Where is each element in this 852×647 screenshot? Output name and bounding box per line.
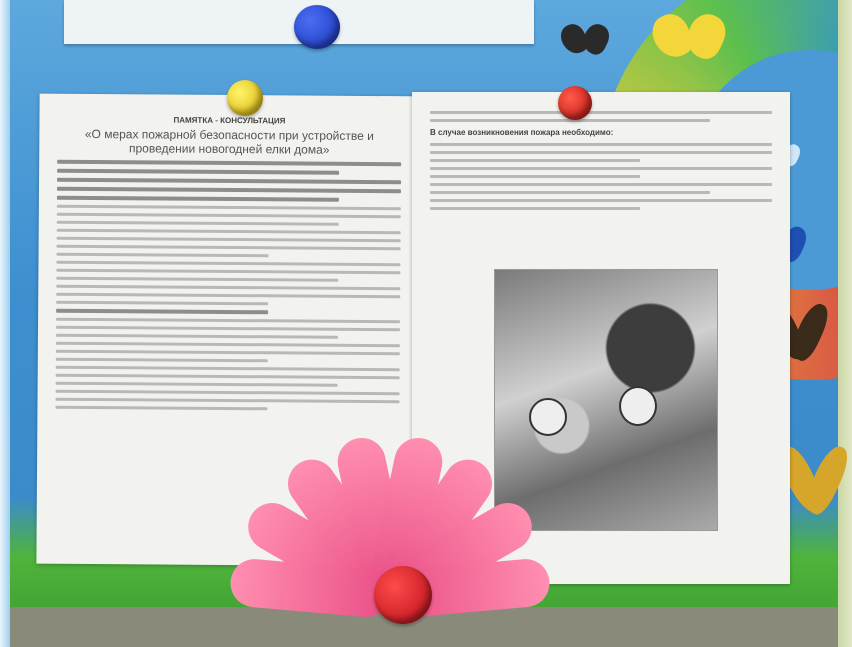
text-line	[57, 213, 401, 218]
text-line	[56, 301, 268, 305]
red-magnet	[558, 86, 592, 120]
text-line	[56, 326, 400, 331]
text-line	[55, 406, 267, 410]
boy-figure	[529, 398, 567, 436]
fire-section-heading: В случае возникновения пожара необходимо:	[430, 128, 614, 137]
blue-magnet	[294, 5, 340, 49]
text-line	[57, 178, 401, 184]
text-line	[430, 207, 640, 210]
text-line	[56, 293, 400, 298]
text-line	[430, 183, 772, 186]
text-line	[430, 151, 772, 154]
text-line	[57, 245, 401, 250]
text-line	[57, 187, 401, 193]
text-line	[430, 191, 710, 194]
text-line	[57, 196, 339, 202]
yellow-magnet	[227, 80, 263, 116]
text-line	[56, 269, 400, 274]
text-line	[56, 358, 268, 362]
text-line	[56, 374, 400, 379]
text-line	[57, 253, 269, 257]
text-line	[56, 366, 400, 371]
text-line	[430, 199, 772, 202]
text-line	[56, 285, 400, 290]
text-line	[56, 342, 400, 347]
text-line	[57, 160, 401, 166]
text-line	[56, 382, 338, 387]
butterfly-icon	[652, 8, 726, 64]
text-line	[430, 143, 772, 146]
text-line	[430, 167, 772, 170]
butterfly-icon	[788, 436, 840, 526]
text-line	[56, 398, 400, 403]
text-line	[56, 261, 400, 266]
board-frame-left	[0, 0, 10, 647]
text-line	[430, 111, 772, 114]
girl-figure	[619, 386, 657, 426]
text-line	[57, 205, 401, 210]
text-line	[430, 175, 640, 178]
text-line	[57, 229, 401, 234]
text-line	[57, 237, 401, 242]
text-line	[56, 334, 338, 339]
board-frame-right	[838, 0, 852, 647]
text-line	[56, 350, 400, 355]
text-line	[56, 309, 268, 314]
text-line	[57, 221, 339, 226]
red-magnet	[374, 566, 432, 624]
butterfly-icon	[560, 20, 610, 60]
text-line	[56, 277, 338, 282]
memo-heading: ПАМЯТКА - КОНСУЛЬТАЦИЯ	[173, 115, 286, 126]
text-line	[430, 159, 640, 162]
text-line	[56, 390, 400, 395]
text-line	[57, 169, 339, 175]
memo-title: «О мерах пожарной безопасности при устройстве и проведении новогодней елки дома»	[84, 126, 374, 157]
text-line	[56, 318, 400, 323]
